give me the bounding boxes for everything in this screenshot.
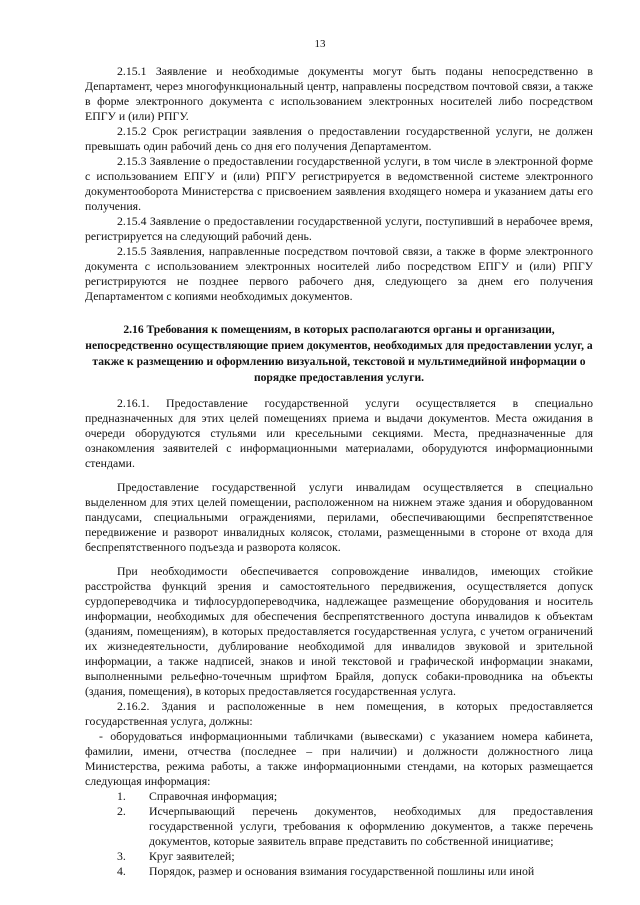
page-number: 13: [314, 38, 326, 50]
paragraph-2-16-1: 2.16.1. Предоставление государственной услуги осуществляется в специально предназначенных для этих целей помещениях приема и выдачи документов. Места ожидания в очереди оборудуются стульями или кресельными секциями. Места, предназначенные для ознакомления заявителей с информационными материалами, оборудуются информационными стендами.: [85, 396, 593, 470]
paragraph-2-15-1: 2.15.1 Заявление и необходимые документы могут быть поданы непосредственно в Департамент, через многофункциональный центр, направлены посредством почтовой связи, а также в форме электронного документа с использованием электронных носителей либо посредством ЕПГУ и (или) РПГУ.: [85, 64, 593, 123]
list-item-number: 1.: [117, 789, 126, 803]
list-item-number: 3.: [117, 849, 126, 863]
paragraph-2-15-3: 2.15.3 Заявление о предоставлении государственной услуги, в том числе в электронной форме с использованием ЕПГУ и (или) РПГУ регистрируется в ведомственной системе электронного документооборота Министерства с присвоением заявления входящего номера и указанием даты его получения.: [85, 154, 593, 213]
paragraph-escort: При необходимости обеспечивается сопровождение инвалидов, имеющих стойкие расстройства функций зрения и самостоятельного передвижения, осуществляется допуск сурдопереводчика и тифлосурдопереводчика, надлежащее размещение оборудования и носитель информации, необходимых для обеспечения беспрепятственного доступа инвалидов к объектам (зданиям, помещениям), в которых предоставляется государственная услуга, с учетом ограничений их жизнедеятельности, дублирование необходимой для инвалидов звуковой и зрительной информации, а также надписей, знаков и иной текстовой и графической информации знаками, выполненными рельефно-точечным шрифтом Брайля, допуск собаки-проводника на объекты (здания, помещения), в которых предоставляется государственная услуга.: [85, 564, 593, 698]
list-item: [85, 864, 593, 879]
page-content: [85, 64, 593, 879]
list-item-number: 2.: [117, 804, 126, 818]
list-item: [85, 849, 593, 864]
paragraph-2-15-4: 2.15.4 Заявление о предоставлении государственной услуги, поступивший в нерабочее время, регистрируется на следующий рабочий день.: [85, 214, 593, 243]
paragraph-disabled-access: Предоставление государственной услуги инвалидам осуществляется в специально выделенном для этих целей помещении, расположенном на нижнем этаже здания и оборудованном пандусами, специальными ограждениями, перилами, обеспечивающими беспрепятственное передвижение и разворот инвалидных колясок, столами, размещенными в стороне от входа для беспрепятственного подъезда и разворота колясок.: [85, 480, 593, 554]
list-item: [85, 789, 593, 804]
list-item-number: 4.: [117, 864, 126, 878]
list-item-text: Справочная информация;: [149, 789, 278, 803]
list-item-text: Исчерпывающий перечень документов, необходимых для предоставления государственной услуги, требования к оформлению документов, а также перечень документов, которые заявитель вправе представить по собственной инициативе;: [149, 804, 593, 848]
section-heading-2-16: 2.16 Требования к помещениям, в которых располагаются органы и организации, непосредственно осуществляющие прием документов, необходимых для предоставлении услуг, а также к размещению и оформлению визуальной, текстовой и мультимедийной информации о порядке предоставления услуги.: [85, 323, 593, 384]
paragraph-2-15-2: 2.15.2 Срок регистрации заявления о предоставлении государственной услуги, не должен превышать один рабочий день со дня его получения Департаментом.: [85, 124, 593, 153]
list-item: [85, 804, 593, 849]
list-item-text: Порядок, размер и основания взимания государственной пошлины или иной: [149, 864, 535, 878]
list-item-text: Круг заявителей;: [149, 849, 235, 863]
dash-list-item: - оборудоваться информационными табличками (вывесками) с указанием номера кабинета, фамилии, имени, отчества (последнее – при наличии) и должности должностного лица Министерства, режима работы, а также информационными стендами, на которых размещается следующая информация:: [85, 729, 593, 788]
paragraph-2-16-2: 2.16.2. Здания и расположенные в нем помещения, в которых предоставляется государственная услуга, должны:: [85, 699, 593, 728]
paragraph-2-15-5: 2.15.5 Заявления, направленные посредством почтовой связи, а также в форме электронного документа с использованием электронных носителей либо посредством ЕПГУ и (или) РПГУ регистрируются не позднее первого рабочего дня, следующего за днем его получения Департаментом с копиями необходимых документов.: [85, 244, 593, 303]
